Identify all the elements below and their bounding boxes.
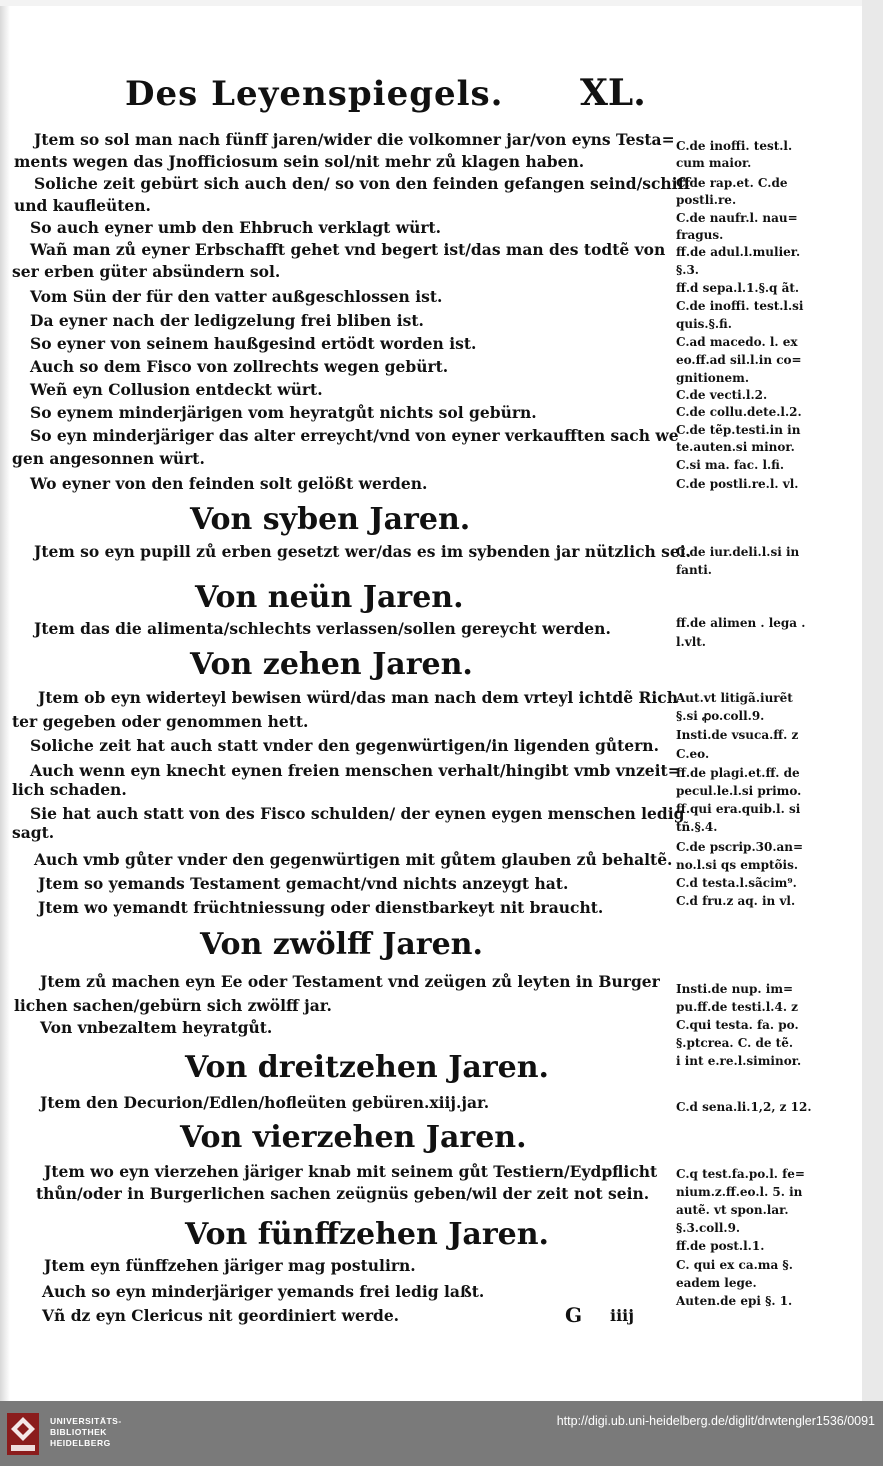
margin-note: fragus. — [676, 228, 724, 242]
page-shadow-top — [0, 0, 883, 6]
library-footer-bar — [0, 1401, 883, 1466]
margin-note: tñ.§.4. — [676, 820, 718, 834]
margin-note: §.3.coll.9. — [676, 1221, 741, 1235]
margin-note: gnitionem. — [676, 371, 750, 385]
body-line: Soliche zeit gebürt sich auch den/ so von den feinden gefangen seind/schiff — [34, 174, 691, 193]
body-line: Jtem wo eyn vierzehen järiger knab mit seinem gůt Testiern/Eydpflicht — [44, 1162, 658, 1181]
margin-note: §.3. — [676, 263, 699, 277]
body-line: So eynem minderjärigen vom heyratgůt nichts sol gebürn. — [30, 403, 537, 422]
page-edge-right — [862, 0, 883, 1401]
margin-note: §.si ꝓo.coll.9. — [676, 709, 765, 723]
signature-number: iiij — [610, 1306, 635, 1325]
body-line: Sie hat auch statt von des Fisco schulden/ der eynen eygen menschen ledig — [30, 804, 685, 823]
margin-note: l.vlt. — [676, 635, 706, 649]
body-line: gen angesonnen würt. — [12, 449, 205, 468]
margin-note: C.de iur.deli.l.si in — [676, 545, 800, 559]
body-line: Da eyner nach der ledigzelung frei bliben ist. — [30, 311, 424, 330]
body-line: Wañ man zů eyner Erbschafft gehet vnd begert ist/das man des todtẽ von — [30, 240, 666, 259]
body-line: Auch wenn eyn knecht eynen freien menschen verhalt/hingibt vmb vnzeit= — [30, 761, 681, 780]
margin-note: C.de inoffi. test.l. — [676, 139, 793, 153]
body-line: Jtem so sol man nach fünff jaren/wider die volkomner jar/von eyns Testa= — [34, 130, 675, 149]
body-line: Jtem wo yemandt früchtniessung oder dienstbarkeyt nit braucht. — [38, 898, 604, 917]
margin-note: C.eo. — [676, 747, 710, 761]
library-logo-text — [50, 1416, 122, 1449]
page-shadow-left — [0, 0, 10, 1401]
body-line: Jtem zů machen eyn Ee oder Testament vnd zeügen zů leyten in Burger — [40, 972, 660, 991]
margin-note: C.de collu.dete.l.2. — [676, 405, 802, 419]
margin-note: te.auten.si minor. — [676, 440, 795, 454]
body-line: So eyner von seinem haußgesind ertödt worden ist. — [30, 334, 477, 353]
body-line: Auch so dem Fisco von zollrechts wegen gebürt. — [30, 357, 449, 376]
margin-note: C.d fru.z aq. in vl. — [676, 894, 796, 908]
margin-note: fanti. — [676, 563, 712, 577]
body-line: und kaufleüten. — [14, 196, 151, 215]
margin-note: C.d testa.l.sãcim⁹. — [676, 876, 797, 890]
margin-note: C.de inoffi. test.l.si — [676, 299, 804, 313]
margin-note: postli.re. — [676, 193, 737, 207]
margin-note: i int e.re.l.siminor. — [676, 1054, 802, 1068]
body-line: Wo eyner von den feinden solt gelößt werden. — [30, 474, 428, 493]
margin-note: Insti.de vsuca.ff. z — [676, 728, 799, 742]
margin-note: C.de pscrip.30.an= — [676, 840, 804, 854]
margin-note: Insti.de nup. im= — [676, 982, 794, 996]
section-heading: Von vierzehen Jaren. — [180, 1120, 527, 1155]
margin-note: C.ad macedo. l. ex — [676, 335, 798, 349]
body-line: thůn/oder in Burgerlichen sachen zeügnüs geben/wil der zeit not sein. — [36, 1184, 650, 1203]
body-line: So auch eyner umb den Ehbruch verklagt würt. — [30, 218, 442, 237]
body-line: Von vnbezaltem heyratgůt. — [40, 1018, 273, 1037]
section-heading: Von zehen Jaren. — [190, 647, 473, 682]
section-heading: Von neün Jaren. — [195, 580, 464, 615]
body-line: ser erben güter absündern sol. — [12, 262, 281, 281]
margin-note: eo.ff.ad sil.l.in co= — [676, 353, 802, 367]
margin-note: C.q test.fa.po.l. fe= — [676, 1167, 805, 1181]
running-title: Des Leyenspiegels. — [125, 74, 504, 114]
margin-note: ff.qui era.quib.l. si — [676, 802, 801, 816]
margin-note: quis.§.fi. — [676, 317, 732, 331]
margin-note: ff.de alimen . lega . — [676, 616, 806, 630]
margin-note: C.d sena.li.1,2, z 12. — [676, 1100, 812, 1114]
margin-note: C.de postli.re.l. vl. — [676, 477, 799, 491]
body-line: ments wegen das Jnofficiosum sein sol/nit mehr zů klagen haben. — [14, 152, 585, 171]
margin-note: C.de vecti.l.2. — [676, 388, 768, 402]
logo-line: BIBLIOTHEK — [50, 1427, 107, 1437]
body-line: Jtem eyn fünffzehen järiger mag postulirn. — [44, 1256, 416, 1275]
body-line: Vom Sün der für den vatter außgeschlossen ist. — [30, 287, 443, 306]
margin-note: cum maior. — [676, 156, 752, 170]
body-line: Vñ dz eyn Clericus nit geordiniert werde. — [42, 1306, 400, 1325]
section-heading: Von fünffzehen Jaren. — [185, 1217, 549, 1252]
margin-note: ff.de adul.l.mulier. — [676, 245, 801, 259]
body-line: Auch so eyn minderjäriger yemands frei ledig laßt. — [42, 1282, 485, 1301]
margin-note: autẽ. vt spon.lar. — [676, 1203, 789, 1217]
margin-note: C.de tẽp.testi.in in — [676, 423, 801, 437]
body-line: Soliche zeit hat auch statt vnder den gegenwürtigen/in ligenden gůtern. — [30, 736, 659, 755]
logo-line: HEIDELBERG — [50, 1438, 111, 1448]
body-line: Weñ eyn Collusion entdeckt würt. — [30, 380, 323, 399]
margin-note: C. qui ex ca.ma §. — [676, 1258, 793, 1272]
margin-note: C.qui testa. fa. po. — [676, 1018, 799, 1032]
body-line: Jtem so yemands Testament gemacht/vnd nichts anzeygt hat. — [38, 874, 569, 893]
margin-note: ff.de post.l.1. — [676, 1239, 765, 1253]
body-line: ter gegeben oder genommen hett. — [12, 712, 309, 731]
logo-line: UNIVERSITÄTS- — [50, 1416, 122, 1426]
margin-note: no.l.si qs emptõis. — [676, 858, 799, 872]
signature-mark: G — [565, 1303, 583, 1327]
source-url-link[interactable]: http://digi.ub.uni-heidelberg.de/diglit/drwtengler1536/0091 — [556, 1414, 875, 1428]
margin-note: §.ptcrea. C. de tẽ. — [676, 1036, 794, 1050]
body-line: Jtem so eyn pupill zů erben gesetzt wer/das es im sybenden jar nützlich sei. — [34, 542, 692, 561]
body-line: lichen sachen/gebürn sich zwölff jar. — [14, 996, 332, 1015]
university-library-logo-icon — [5, 1409, 41, 1459]
section-heading: Von dreitzehen Jaren. — [185, 1050, 549, 1085]
folio-number: XL. — [580, 72, 646, 114]
margin-note: C.si ma. fac. l.fi. — [676, 458, 785, 472]
body-line: Jtem den Decurion/Edlen/hofleüten gebüren.xiij.jar. — [40, 1093, 490, 1112]
body-line: Auch vmb gůter vnder den gegenwürtigen mit gůtem glauben zů behaltẽ. — [34, 850, 673, 869]
body-line: lich schaden. — [12, 780, 127, 799]
margin-note: C.de naufr.l. nau= — [676, 211, 798, 225]
body-line: Jtem ob eyn widerteyl bewisen würd/das man nach dem vrteyl ichtdẽ Rich — [38, 688, 678, 707]
margin-note: eadem lege. — [676, 1276, 757, 1290]
margin-note: Aut.vt litigã.iurẽt — [676, 691, 793, 705]
body-line: So eyn minderjäriger das alter erreycht/vnd von eyner verkaufften sach we — [30, 426, 679, 445]
margin-note: ff.de plagi.et.ff. de — [676, 766, 800, 780]
margin-note: C.de rap.et. C.de — [676, 176, 788, 190]
section-heading: Von syben Jaren. — [190, 502, 471, 537]
margin-note: pecul.le.l.si primo. — [676, 784, 802, 798]
margin-note: nium.z.ff.eo.l. 5. in — [676, 1185, 803, 1199]
section-heading: Von zwölff Jaren. — [200, 927, 483, 962]
margin-note: ff.d sepa.l.1.§.q ãt. — [676, 281, 800, 295]
body-line: sagt. — [12, 823, 55, 842]
margin-note: Auten.de epi §. 1. — [676, 1294, 793, 1308]
body-line: Jtem das die alimenta/schlechts verlassen/sollen gereycht werden. — [34, 619, 611, 638]
margin-note: pu.ff.de testi.l.4. z — [676, 1000, 798, 1014]
